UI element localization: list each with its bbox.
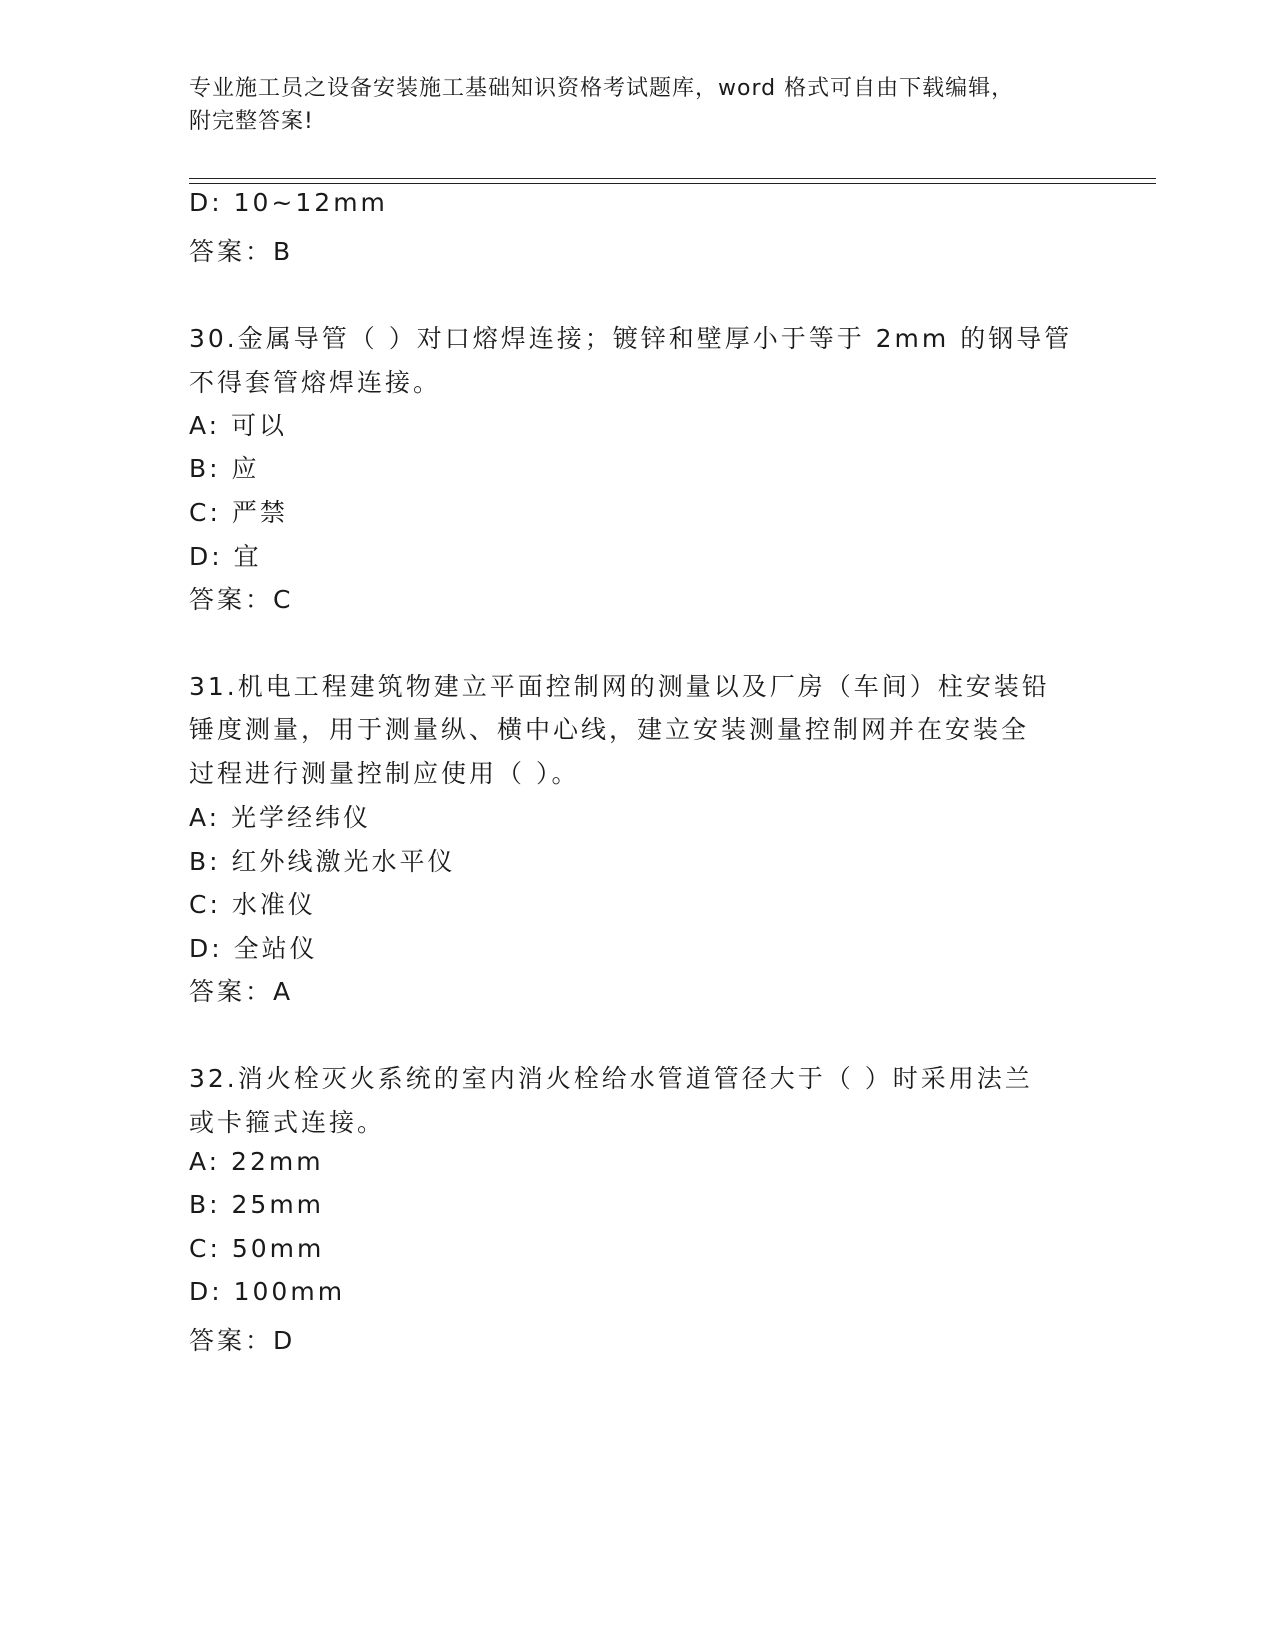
q30-stem-line-1: 30.金属导管（ ）对口熔焊连接；镀锌和壁厚小于等于 2mm 的钢导管 (189, 324, 1073, 353)
q32-option-d: D: 100mm (189, 1277, 346, 1306)
q30-answer: 答案：C (189, 585, 294, 614)
q30-option-a: A: 可以 (189, 411, 288, 440)
page-header (189, 72, 1089, 138)
q32-stem-line-2: 或卡箍式连接。 (189, 1108, 386, 1137)
q31-option-b: B: 红外线激光水平仪 (189, 847, 456, 876)
q31-stem-line-3: 过程进行测量控制应使用（ ）。 (189, 759, 580, 788)
q32-option-b: B: 25mm (189, 1190, 325, 1219)
q32-stem-line-1: 32.消火栓灭火系统的室内消火栓给水管道管径大于（ ）时采用法兰 (189, 1064, 1033, 1093)
q31-option-a: A: 光学经纬仪 (189, 803, 372, 832)
header-rule-bottom (189, 183, 1156, 184)
q30-stem-line-2: 不得套管熔焊连接。 (189, 368, 442, 397)
q31-stem-line-1: 31.机电工程建筑物建立平面控制网的测量以及厂房（车间）柱安装铅 (189, 672, 1050, 701)
q32-answer: 答案：D (189, 1326, 296, 1355)
q30-option-c: C: 严禁 (189, 498, 288, 527)
q31-option-d: D: 全站仪 (189, 934, 318, 963)
prev-answer: 答案：B (189, 237, 294, 266)
q31-option-c: C: 水准仪 (189, 890, 316, 919)
q31-answer: 答案：A (189, 977, 294, 1006)
header-rule-top (189, 178, 1156, 179)
q30-option-d: D: 宜 (189, 542, 262, 571)
q32-option-c: C: 50mm (189, 1234, 325, 1263)
header-line-1: 专业施工员之设备安装施工基础知识资格考试题库，word 格式可自由下载编辑， (189, 76, 1015, 101)
header-line-2: 附完整答案! (189, 109, 314, 134)
q32-option-a: A: 22mm (189, 1147, 324, 1176)
prev-option-d: D: 10~12mm (189, 188, 388, 217)
q31-stem-line-2: 锤度测量，用于测量纵、横中心线，建立安装测量控制网并在安装全 (189, 715, 1030, 744)
q30-option-b: B: 应 (189, 454, 260, 483)
